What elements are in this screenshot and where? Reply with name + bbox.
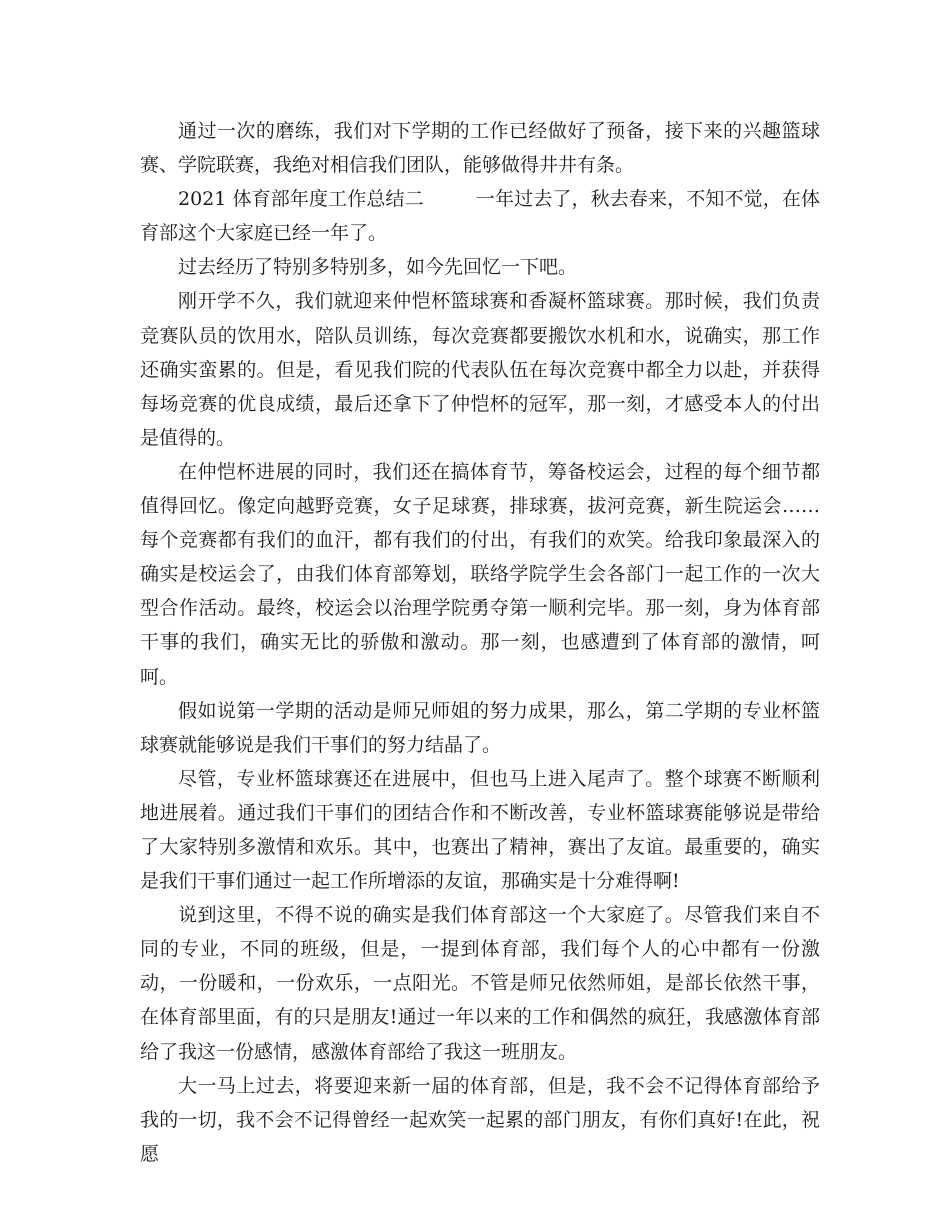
paragraph: 尽管，专业杯篮球赛还在进展中，但也马上进入尾声了。整个球赛不断顺利地进展着。通过我们干事们的团结合作和不断改善，专业杯篮球赛能够说是带给了大家特别多激情和欢乐。其中，也赛出了精神，赛出了友谊。最重要的，确实是我们干事们通过一起工作所增添的友谊，那确实是十分难得啊! [140, 767, 820, 893]
paragraph: 过去经历了特别多特别多，如今先回忆一下吧。 [178, 256, 578, 279]
document-body [140, 114, 820, 1171]
section-heading: 2021 体育部年度工作总结二 [178, 188, 424, 211]
paragraph: 大一马上过去，将要迎来新一届的体育部，但是，我不会不记得体育部给予我的一切，我不会不记得曾经一起欢笑一起累的部门朋友，有你们真好!在此，祝愿 [140, 1074, 820, 1165]
paragraph: 说到这里，不得不说的确实是我们体育部这一个大家庭了。尽管我们来自不同的专业，不同的班级，但是，一提到体育部，我们每个人的心中都有一份激动，一份暖和，一份欢乐，一点阳光。不管是师兄依然师姐，是部长依然干事，在体育部里面，有的只是朋友!通过一年以来的工作和偶然的疯狂，我感激体育部给了我这一份感情，感激体育部给了我这一班朋友。 [140, 904, 820, 1063]
section-intro: 一年过去了，秋去春来，不知不觉，在体育部这个大家庭已经一年了。 [140, 188, 820, 245]
paragraph: 刚开学不久，我们就迎来仲恺杯篮球赛和香凝杯篮球赛。那时候，我们负责竞赛队员的饮用水，陪队员训练，每次竞赛都要搬饮水机和水，说确实，那工作还确实蛮累的。但是，看见我们院的代表队伍在每次竞赛中都全力以赴，并获得每场竞赛的优良成绩，最后还拿下了仲恺杯的冠军，那一刻，才感受本人的付出是值得的。 [140, 290, 820, 449]
paragraph: 假如说第一学期的活动是师兄师姐的努力成果，那么，第二学期的专业杯篮球赛就能够说是我们干事们的努力结晶了。 [140, 699, 820, 756]
section-heading-paragraph [140, 182, 820, 250]
paragraph: 在仲恺杯进展的同时，我们还在搞体育节，筹备校运会，过程的每个细节都值得回忆。像定向越野竞赛，女子足球赛，排球赛，拔河竞赛，新生院运会……每个竞赛都有我们的血汗，都有我们的付出，有我们的欢笑。给我印象最深入的确实是校运会了，由我们体育部筹划，联络学院学生会各部门一起工作的一次大型合作活动。最终，校运会以治理学院勇夺第一顺利完毕。那一刻，身为体育部干事的我们，确实无比的骄傲和激动。那一刻，也感遭到了体育部的激情，呵呵。 [140, 460, 820, 688]
paragraph: 通过一次的磨练，我们对下学期的工作已经做好了预备，接下来的兴趣篮球赛、学院联赛，我绝对相信我们团队，能够做得井井有条。 [140, 120, 820, 177]
